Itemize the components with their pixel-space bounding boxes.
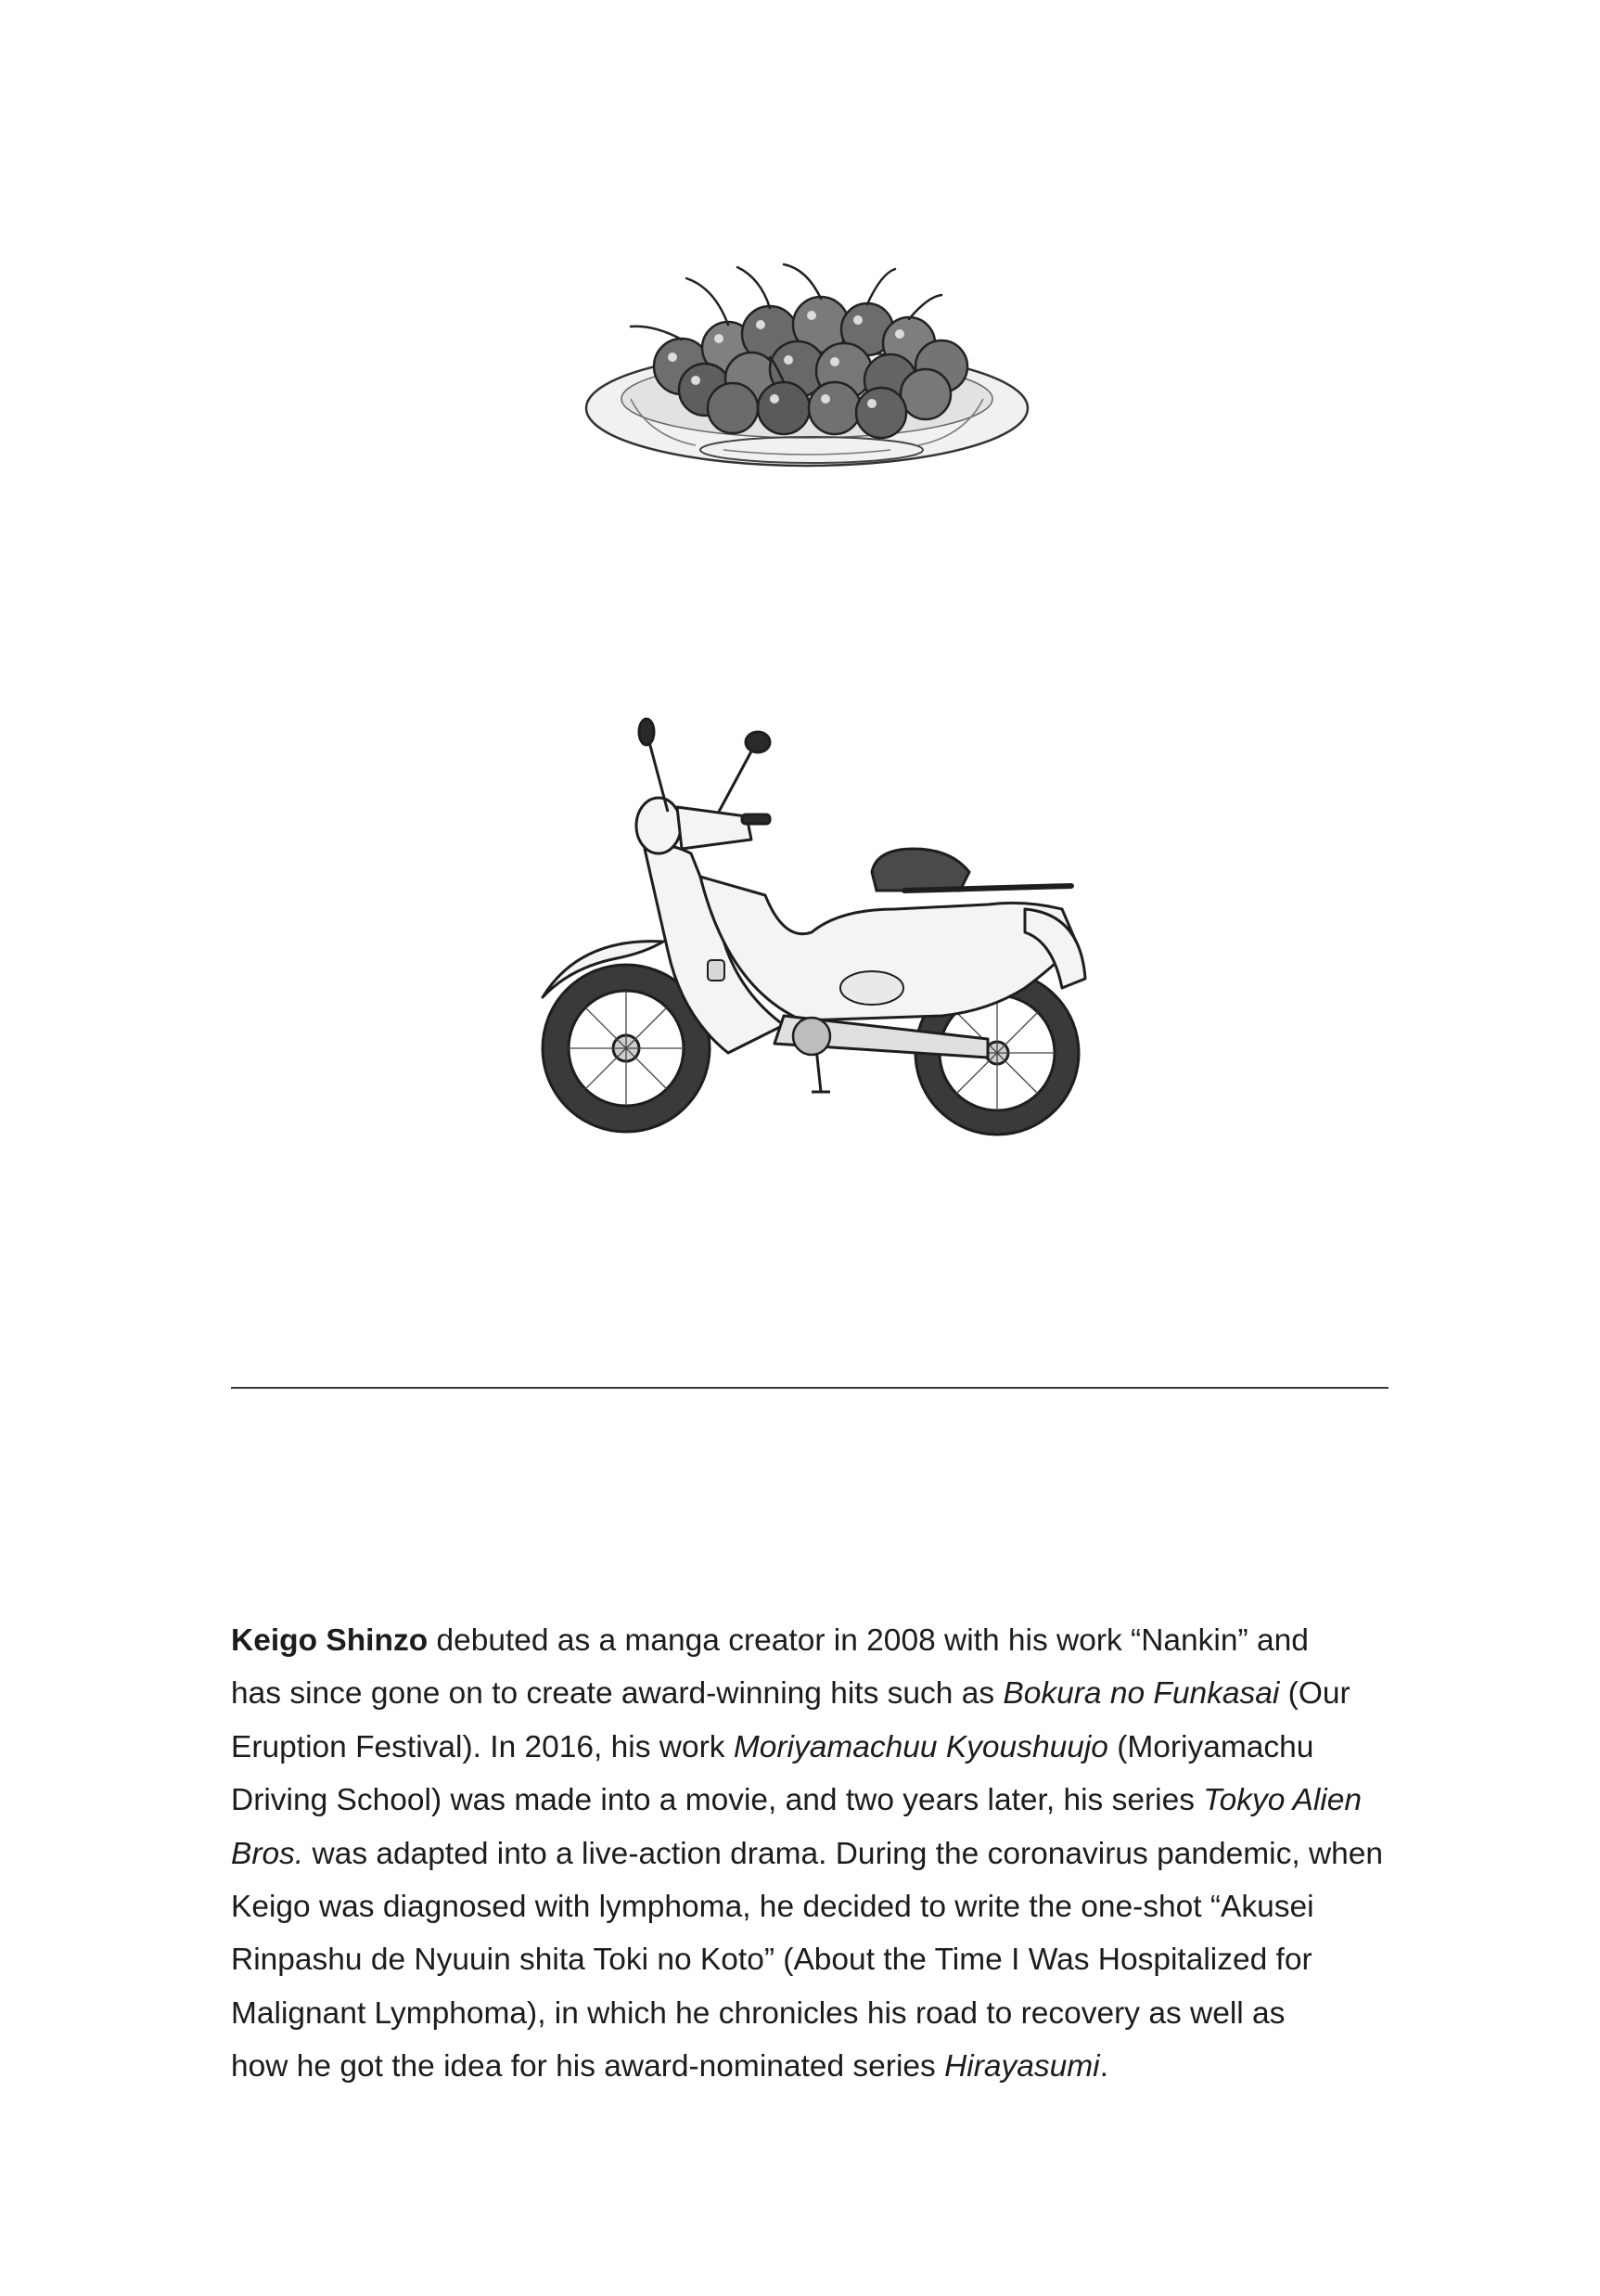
bio-line: Driving School) was made into a movie, and two years later, his series Tokyo Alien: [231, 1783, 1362, 1818]
author-bio: [231, 1614, 1400, 2094]
bio-line: Rinpashu de Nyuuin shita Toki no Koto” (About the Time I Was Hospitalized for: [231, 1943, 1312, 1978]
bio-line: Keigo was diagnosed with lymphoma, he decided to write the one-shot “Akusei: [231, 1890, 1314, 1925]
bio-line: Bros. was adapted into a live-action drama. During the coronavirus pandemic, when: [231, 1836, 1384, 1871]
author-name: Keigo Shinzo: [231, 1623, 429, 1658]
bio-line: Keigo Shinzo debuted as a manga creator in 2008 with his work “Nankin” and: [231, 1623, 1309, 1658]
bio-line: Eruption Festival). In 2016, his work Moriyamachuu Kyoushuujo (Moriyamachu: [231, 1729, 1314, 1764]
work-title: Tokyo Alien: [1203, 1783, 1362, 1818]
bio-line: Malignant Lymphoma), in which he chronicles his road to recovery as well as: [231, 1995, 1286, 2031]
work-title: Moriyamachuu Kyoushuujo: [733, 1729, 1108, 1764]
scooter-illustration: [506, 710, 1108, 1141]
bio-line: has since gone on to create award-winning hits such as Bokura no Funkasai (Our: [231, 1676, 1350, 1712]
cherries-illustration: [575, 260, 1039, 482]
work-title: Bros.: [231, 1836, 304, 1871]
section-divider: [231, 1387, 1389, 1389]
work-title: Bokura no Funkasai: [1003, 1676, 1280, 1712]
work-title: Hirayasumi: [944, 2049, 1100, 2084]
bio-line: how he got the idea for his award-nominated series Hirayasumi.: [231, 2049, 1108, 2084]
